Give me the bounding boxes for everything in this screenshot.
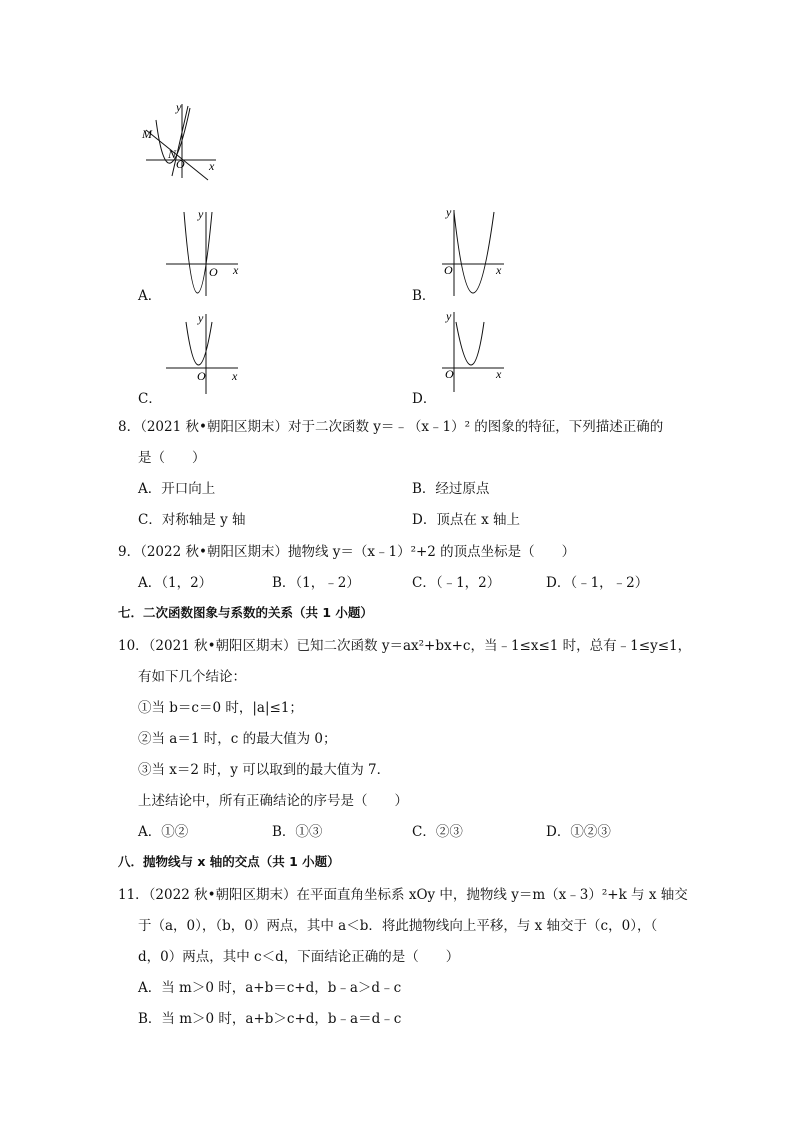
x-axis-label: x (232, 369, 238, 383)
q10-option-d: D．①②③ (546, 824, 611, 840)
y-axis-label: y (198, 207, 204, 221)
option-c-label: C． (138, 391, 162, 407)
q10-conclusion-3: ③当 x＝2 时，y 可以取到的最大值为 7． (138, 762, 391, 778)
q10-stem-line3: 上述结论中，所有正确结论的序号是（ ） (138, 793, 408, 809)
q10-option-a: A．①② (138, 824, 189, 840)
option-a-label: A． (138, 288, 162, 304)
q9-stem: 9．（2022 秋•朝阳区期末）抛物线 y＝（x﹣1）²+2 的顶点坐标是（ ） (118, 544, 576, 560)
x-axis-label: x (496, 263, 502, 277)
parabola (454, 212, 494, 293)
q10-conclusion-2: ②当 a＝1 时，c 的最大值为 0； (138, 731, 337, 747)
q9-option-b: B．（1，﹣2） (272, 575, 360, 591)
q8-stem-line1: 8．（2021 秋•朝阳区期末）对于二次函数 y＝﹣（x﹣1）² 的图象的特征，下列描述正确的 (118, 419, 664, 435)
point-m-label: M (142, 127, 152, 141)
origin-label: O (197, 369, 206, 383)
x-axis-label: x (496, 367, 502, 381)
q11-stem-line1: 11．（2022 秋•朝阳区期末）在平面直角坐标系 xOy 中，抛物线 y＝m（x﹣3）²+k 与 x 轴交 (118, 887, 688, 903)
parabola (456, 322, 484, 365)
origin-label: O (209, 265, 218, 279)
q10-conclusion-1: ①当 b＝c＝0 时，|a|≤1； (138, 700, 303, 716)
option-d-figure (438, 308, 518, 398)
q10-option-c: C．②③ (412, 824, 463, 840)
q10-stem-line1: 10．（2021 秋•朝阳区期末）已知二次函数 y＝ax²+bx+c，当﹣1≤x≤1 时，总有﹣1≤y≤1， (118, 638, 692, 654)
option-d-label: D． (412, 391, 437, 407)
q11-stem-line3: d，0）两点，其中 c＜d，下面结论正确的是（ ） (138, 949, 460, 965)
option-c-figure (162, 308, 246, 398)
q9-option-c: C．（﹣1，2） (412, 575, 501, 591)
q11-stem-line2: 于（a，0），（b，0）两点，其中 a＜b．将此抛物线向上平移，与 x 轴交于（c，0），（ (138, 918, 658, 934)
parabola (186, 322, 212, 365)
main-figure (138, 100, 228, 182)
q8-option-d: D．顶点在 x 轴上 (412, 512, 521, 528)
option-a-figure (162, 204, 246, 300)
section-7-heading: 七．二次函数图象与系数的关系（共 1 小题） (118, 605, 373, 620)
y-axis-label: y (446, 309, 452, 323)
y-axis-label: y (446, 205, 452, 219)
option-b-figure (438, 204, 518, 300)
section-8-heading: 八．抛物线与 x 轴的交点（共 1 小题） (118, 854, 340, 869)
q11-option-b: B．当 m＞0 时，a+b＞c+d，b﹣a＝d﹣c (138, 1011, 402, 1027)
origin-label: O (444, 263, 453, 277)
parabola (184, 212, 212, 293)
q8-stem-line2: 是（ ） (138, 450, 206, 466)
x-axis-label: x (233, 263, 239, 277)
q8-option-a: A．开口向上 (138, 481, 216, 497)
y-axis-label: y (176, 100, 182, 114)
x-axis-label: x (209, 159, 215, 173)
q9-option-d: D．（﹣1，﹣2） (546, 575, 649, 591)
y-axis-label: y (198, 311, 204, 325)
option-b-label: B． (412, 288, 436, 304)
point-n-label: N (168, 147, 177, 161)
origin-label: O (445, 367, 454, 381)
q9-option-a: A．（1，2） (138, 575, 213, 591)
q8-option-c: C．对称轴是 y 轴 (138, 512, 246, 528)
q10-stem-line2: 有如下几个结论： (138, 669, 246, 685)
q11-option-a: A．当 m＞0 时，a+b＝c+d，b﹣a＞d﹣c (138, 980, 402, 996)
q10-option-b: B．①③ (272, 824, 323, 840)
q8-option-b: B．经过原点 (412, 481, 490, 497)
origin-label: O (176, 157, 185, 171)
